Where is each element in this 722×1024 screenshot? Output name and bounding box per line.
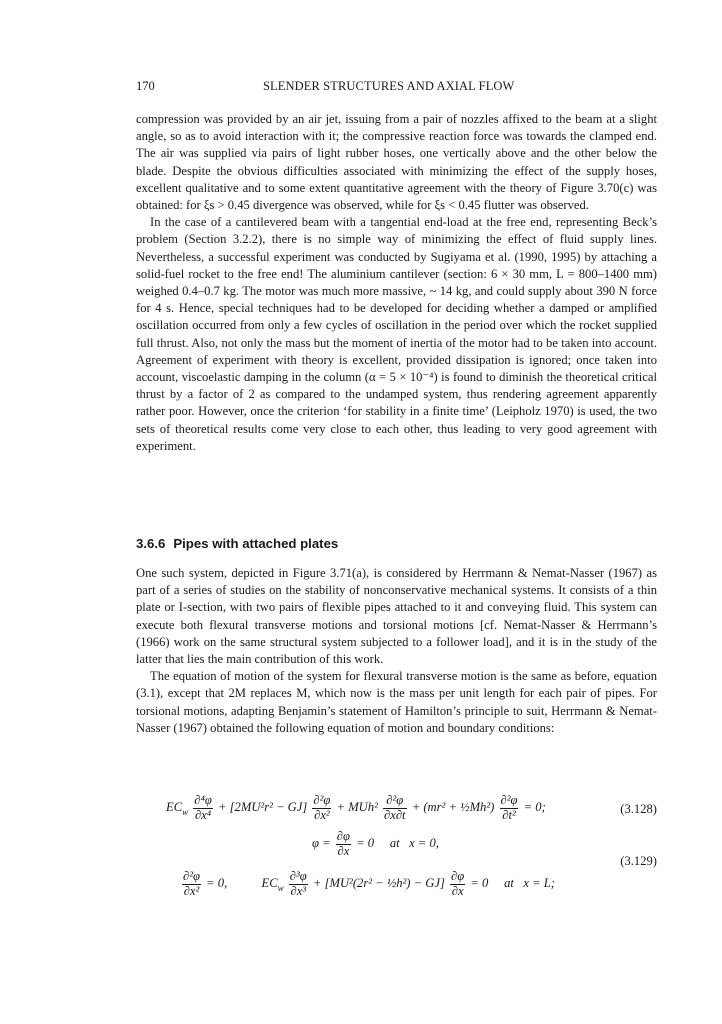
eq2-rest: = 0 at x = 0, bbox=[356, 836, 439, 851]
eq3-frac-2 bbox=[289, 870, 308, 899]
eq1-term-5: = 0; bbox=[523, 800, 546, 815]
eq1-frac-2-den: ∂x² bbox=[314, 807, 330, 822]
eq3-term-2: + [MU²(2r² − ½h²) − GJ] bbox=[312, 876, 445, 891]
eq1-frac-4-den: ∂t² bbox=[502, 807, 516, 822]
text-block-top bbox=[136, 111, 657, 455]
section-number: 3.6.6 bbox=[136, 536, 166, 551]
equation-3-129-line-1-body bbox=[312, 830, 439, 859]
eq2-phi: φ = bbox=[312, 836, 331, 851]
eq1-w-sub: w bbox=[182, 806, 189, 817]
equation-3-129-line-2 bbox=[136, 870, 657, 904]
eq2-frac-1 bbox=[336, 830, 351, 859]
eq1-frac-2 bbox=[312, 794, 331, 823]
eq3-frac-3 bbox=[450, 870, 465, 899]
text-block-bottom bbox=[136, 565, 657, 737]
eq1-frac-1-num: ∂⁴φ bbox=[194, 793, 212, 807]
equation-3-128-body bbox=[166, 794, 546, 823]
eq1-frac-1 bbox=[193, 794, 213, 823]
eq3-frac-2-den: ∂x³ bbox=[290, 883, 307, 898]
eq1-term-2: + [2MU²r² − GJ] bbox=[218, 800, 308, 815]
page-number: 170 bbox=[136, 79, 155, 93]
eq1-ecw: EC bbox=[166, 800, 183, 815]
eq1-frac-4 bbox=[500, 794, 519, 823]
eq1-term-3: + MUh² bbox=[336, 800, 378, 815]
eq1-frac-3 bbox=[383, 794, 407, 823]
eq3-frac-3-den: ∂x bbox=[451, 883, 464, 898]
eq3-term-1: = 0, bbox=[206, 876, 228, 891]
paragraph-4: The equation of motion of the system for flexural transverse motion is the same as before, equation (3.1), except that 2M replaces M, which now is the mass per unit length for each pair of pipes. For torsional motions, adapting Benjamin’s statement of Hamilton’s principle to suit, Herrmann & Nemat-Nasser (1967) obtained the following equation of motion and boundary conditions: bbox=[136, 669, 657, 735]
equation-3-128 bbox=[136, 794, 657, 828]
paragraph-1: compression was provided by an air jet, issuing from a pair of nozzles affixed to the beam at a slight angle, so as to avoid interaction with it; the compressive reaction force was towards the clamped end. The air was supplied via pairs of light rubber hoses, one vertically above and the other below the blade. Despite the obvious difficulties associated with minimizing the effect of the supply hoses, excellent qualitative and to some extent quantitative agreement with the theory of Figure 3.70(c) was obtained: for ξs > 0.45 divergence was observed, while for ξs < 0.45 flutter was observed. bbox=[136, 112, 657, 213]
eq3-term-3: = 0 at x = L; bbox=[470, 876, 555, 891]
eq3-frac-1 bbox=[182, 870, 201, 899]
eq3-frac-1-den: ∂x² bbox=[183, 883, 200, 898]
paragraph-2: In the case of a cantilevered beam with a tangential end-load at the free end, representing Beck’s problem (Section 3.2.2), there is no simple way of minimizing the effect of fluid supply lines. Nevertheless, a successful experiment was conducted by Sugiyama et al. (1990, 1995) by attaching a solid-fuel rocket to the free end! The aluminium cantilever (section: 6 × 30 mm, L = 800–1400 mm) weighed 0.4–0.7 kg. The motor was much more massive, ~ 14 kg, and could supply about 390 N force for 4 s. Hence, special techniques had to be developed for deciding whether a damped or amplified oscillation occurred from only a few cycles of oscillation in the period over which the rocket supplied full thrust. Also, not only the mass but the moment of inertia of the motor had to be taken into account. Agreement of experiment with theory is excellent, provided dissipation is ignored; once taken into account, viscoelastic damping in the column (α = 5 × 10⁻⁴) is found to diminish the theoretical critical thrust by a factor of 2 as compared to the undamped system, thus rendering agreement apparently rather poor. However, once the criterion ‘for stability in a finite time’ (Leipholz 1970) is used, the two sets of theoretical results come very close to each other, thus leading to very good agreement with experiment. bbox=[136, 215, 657, 453]
equation-3-129-label: (3.129) bbox=[620, 854, 657, 868]
running-head bbox=[136, 79, 656, 95]
eq1-term-4: + (mr² + ½Mh²) bbox=[411, 800, 495, 815]
eq3-frac-3-num: ∂φ bbox=[451, 869, 465, 883]
running-title: SLENDER STRUCTURES AND AXIAL FLOW bbox=[263, 79, 515, 93]
equation-3-129-line-1 bbox=[136, 830, 657, 864]
equation-3-128-label: (3.128) bbox=[620, 802, 657, 816]
eq1-frac-4-num: ∂²φ bbox=[500, 793, 518, 807]
eq1-frac-3-den: ∂x∂t bbox=[384, 807, 406, 822]
eq2-frac-1-den: ∂x bbox=[337, 843, 350, 858]
eq3-ecw: EC bbox=[261, 876, 278, 891]
eq2-frac-1-num: ∂φ bbox=[336, 829, 350, 843]
eq3-frac-1-num: ∂²φ bbox=[183, 869, 200, 883]
equation-3-129-line-2-body bbox=[180, 870, 555, 899]
eq3-frac-2-num: ∂³φ bbox=[289, 869, 307, 883]
section-heading bbox=[136, 536, 656, 551]
eq1-frac-2-num: ∂²φ bbox=[313, 793, 331, 807]
eq3-w-sub: w bbox=[277, 882, 284, 893]
paragraph-3: One such system, depicted in Figure 3.71(a), is considered by Herrmann & Nemat-Nasser (1967) as part of a series of studies on the stability of nonconservative mechanical systems. It consists of a thin plate or I-section, with two pairs of flexible pipes attached to it and conveying fluid. This system can execute both flexural transverse motions and torsional motions [cf. Nemat-Nasser & Herrmann’s (1966) work on the same structural system subjected to a follower load], and it is in the study of the latter that lies the main contribution of this work. bbox=[136, 566, 657, 667]
eq1-frac-1-den: ∂x⁴ bbox=[194, 807, 212, 822]
section-title: Pipes with attached plates bbox=[173, 536, 339, 551]
eq1-frac-3-num: ∂²φ bbox=[383, 794, 407, 809]
